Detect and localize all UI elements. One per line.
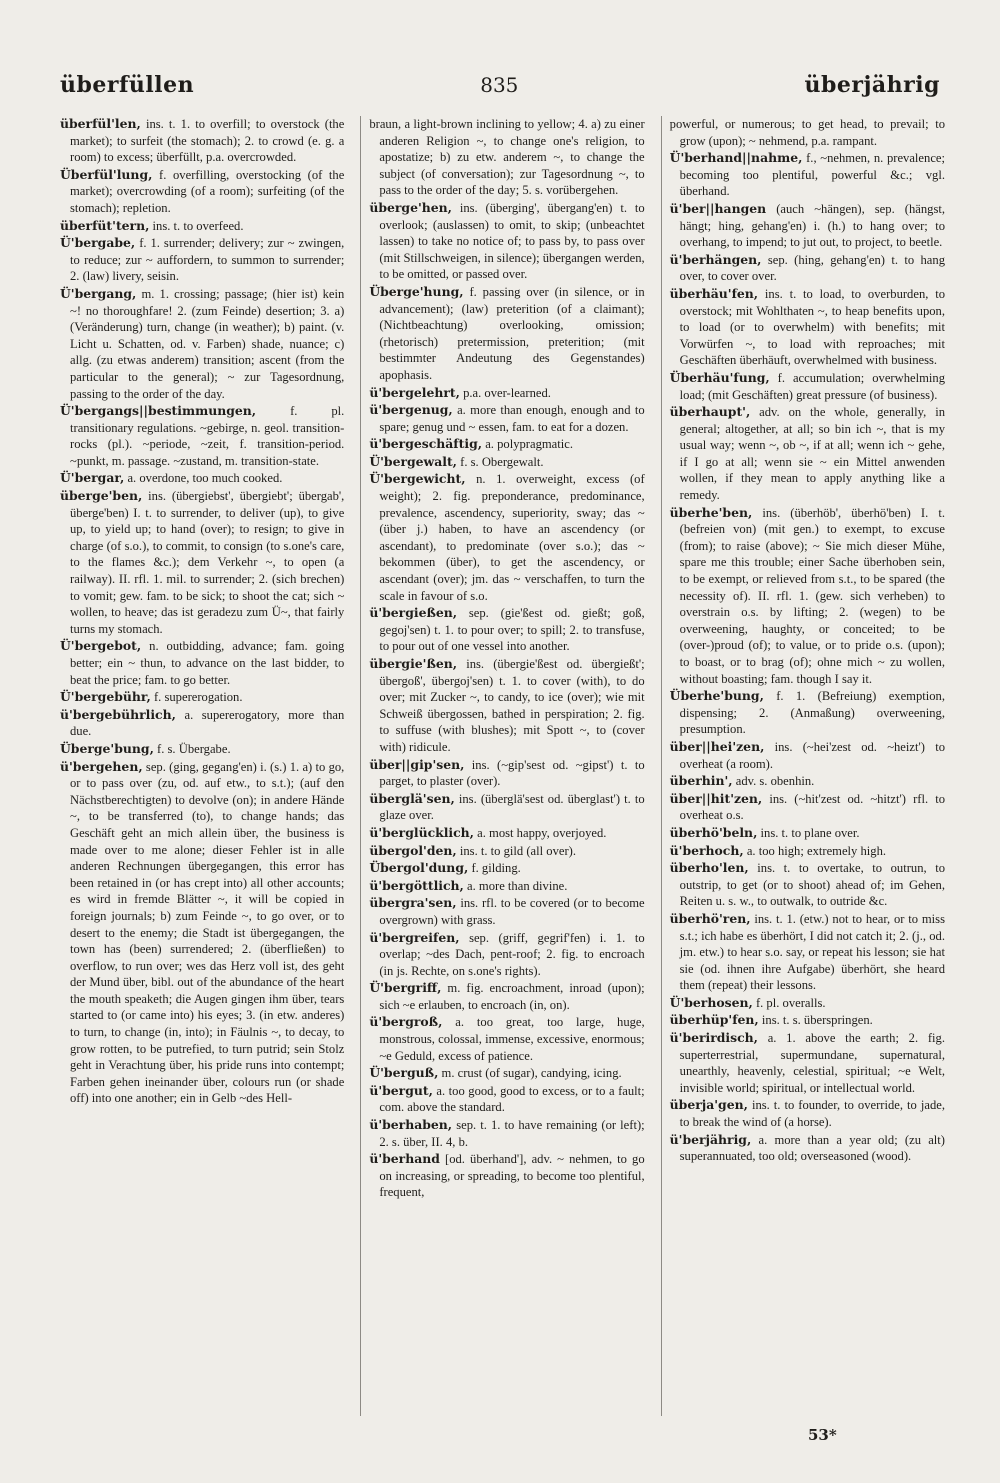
dictionary-entry (369, 1065, 644, 1082)
entry-headword: Überge'bung, (60, 740, 154, 756)
entry-definition: sep. (griff, gegrif'fen) i. 1. to overlap; ~des Dach, pent-roof; 2. fig. to encroach (in js. Rechte, on s.one's rights). (379, 930, 645, 978)
entry-headword: Übergol'dung, (369, 860, 469, 876)
dictionary-entry (60, 707, 344, 740)
dictionary-entry (670, 773, 945, 790)
entry-definition: adv. on the whole, generally, in general; altogether, at all; so bin ich ~, that is my usual way; wenn ~, ob ~, if at all; wenn ich ~ gehe, if I go at all; wenn sie ~ ein Mittel anwenden wollen, if they mean to apply anything like a remedy. (679, 405, 945, 503)
dictionary-entry (670, 911, 945, 994)
entry-headword: übergra'sen, (369, 895, 457, 911)
entry-headword: überge'hen, (369, 199, 452, 215)
entry-definition: f. supererogation. (150, 690, 243, 705)
dictionary-entry (670, 286, 945, 369)
entry-definition: ins. t. 1. (etw.) not to hear, or to miss s.t.; ich habe es überhört, I did not catch it; 2. (j., od. jm. etw.) to hear s.o. say, or repeat his lesson; sie hat sie (od. ihnen ihre Aufgabe) überhört, she heard them (repeat) their lessons. (679, 911, 945, 993)
entry-definition: m. crust (of sugar), candying, icing. (438, 1066, 622, 1081)
entry-headword: übergie'ßen, (369, 656, 458, 671)
dictionary-entry (670, 252, 945, 285)
dictionary-entry (670, 404, 945, 504)
entry-headword: überfüt'tern, (60, 217, 150, 233)
entry-headword: ü'berirdisch, (669, 1030, 758, 1046)
dictionary-entry (369, 791, 644, 824)
entry-headword: ü'bergehen, (60, 758, 143, 774)
dictionary-entry (369, 471, 644, 604)
entry-headword: überhaupt', (669, 404, 751, 420)
entry-headword: ü'bergelehrt, (369, 384, 460, 400)
entry-headword: ü'berhaben, (369, 1117, 453, 1133)
entry-headword: ü'bergöttlich, (369, 877, 464, 893)
dictionary-entry (670, 1097, 945, 1130)
entry-definition: a. polypragmatic. (482, 437, 573, 452)
entry-headword: über||hit'zen, (669, 790, 763, 806)
dictionary-entry (670, 1030, 945, 1096)
entry-definition: braun, a light-brown inclining to yellow; 4. a) zu einer anderen Religion ~, to change one's religion, to apostatize; b) zu etw. anderem ~, to change the subject (of conversation); zur Tagesordnung ~, to pass to the order of the day; 5. s. vorübergehen. (369, 117, 645, 198)
entry-definition: f. pl. transitionary regulations. ~gebirge, n. geol. transition-rocks (pl.). ~periode, ~zeit, f. transition-period. ~punkt, m. passage. ~zustand, m. transition-state. (70, 404, 345, 468)
entry-definition: a. supererogatory, more than due. (70, 707, 345, 739)
dictionary-entry (670, 201, 945, 251)
dictionary-entry (369, 436, 644, 453)
dictionary-entry (60, 116, 344, 166)
entry-headword: Ü'bergang, (60, 285, 137, 301)
entry-definition: ins. t. to load, to overburden, to overstock; mit Wohlthaten ~, to heap benefits upon, to load (or to overwhelm) with benefits; mit Vorwürfen ~, to load with reproaches; mit Geschäften überhäuft, overwhelmed with business. (679, 286, 945, 368)
entry-definition: ins. t. to overfeed. (149, 218, 244, 233)
entry-headword: ü'berhand (369, 1151, 440, 1167)
entry-definition: a. too great, too large, huge, monstrous, colossal, immense, excessive, enormous; ~e Geduld, excess of patience. (379, 1015, 645, 1063)
dictionary-entry (60, 235, 344, 285)
dictionary-entry (670, 505, 945, 688)
entry-definition: ins. (übergie'ßest od. übergießt'; übergoß', übergoj'sen) t. 1. to cover (with), to do over; mit Zucker ~, to candy, to ice (over); wie mit Schweiß übergossen, bathed in perspiration; 2. fig. to suffuse (with blushes); mit Spott ~, to (cover with) ridicule. (379, 657, 645, 754)
entry-definition: a. more than divine. (463, 878, 568, 893)
dictionary-entry (369, 980, 644, 1013)
entry-definition: f. 1. surrender; delivery; zur ~ zwingen, to reduce; zur ~ auffordern, to summon to surrender; 2. (law) livery, seisin. (70, 236, 345, 284)
dictionary-entry (670, 860, 945, 910)
entry-headword: überhö'ren, (669, 910, 751, 926)
entry-definition: ins. t. to plane over. (757, 825, 860, 840)
entry-headword: Überfül'lung, (60, 166, 153, 182)
running-head-right: überjährig (804, 72, 940, 98)
entry-definition: a. 1. above the earth; 2. fig. superterrestrial, supermundane, supernatural, unearthly, heavenly, celestial, spiritual; ~e Welt, invisible world; spiritual, or intellectual world. (679, 1031, 945, 1095)
entry-headword: Ü'bergewalt, (369, 453, 457, 469)
entry-definition: f. passing over (in silence, or in advancement); (law) preterition (of a claimant); (Nichtbeachtung) overlooking, omission; (rhetorisch) pretermission, preterition; (mit bestimmter Andeutung des Gegenstandes) apophasis. (379, 284, 645, 382)
dictionary-entry (369, 1083, 644, 1116)
entry-definition: ins. (~hit'zest od. ~hitzt') rfl. to overheat o.s. (679, 791, 945, 823)
dictionary-entry (369, 656, 644, 756)
entry-headword: überho'len, (669, 860, 749, 876)
dictionary-entry (369, 402, 644, 435)
dictionary-entry (60, 759, 344, 1107)
entry-definition: f. s. Übergabe. (153, 741, 231, 756)
entry-definition: a. too high; extremely high. (743, 843, 887, 858)
entry-definition: n. outbidding, advance; fam. going better; ein ~ thun, to advance on the last bidder, to beat the price; fam. to go better. (70, 639, 345, 687)
entry-headword: Überhäu'fung, (669, 369, 770, 385)
dictionary-entry (670, 843, 945, 860)
entry-headword: überhe'ben, (669, 504, 753, 520)
entry-definition: ins. (überhöb', überhö'ben) I. t. (befreien von) (mit gen.) to exempt, to excuse (from); to raise (above); ~ Sie mich dieser Mühe, spare me this trouble; einer Sache überhoben sein, to be exempt, or relieved from s.t., to be spared (the necessity of). II. rfl. 1. (gew. sich verheben) to overstrain o.s. by lifting; 2. (wegen) to be overweening, haughty, or conceited; to be (over-)proud (of); to value, or to pride o.s. (upon); to boast, or to brag (of); ohne mich ~ zu wollen, without boasting; fam. though I say it. (679, 505, 945, 686)
dictionary-entry (670, 739, 945, 772)
entry-definition: f. pl. overalls. (752, 995, 826, 1010)
entry-definition: m. 1. crossing; passage; (hier ist) kein ~! no thoroughfare! 2. (zum Feinde) desertion; 3. a) (Veränderung) turn, change (in weather); b) paint. (v. Licht u. Schatten, od. v. Farben) shade, nuance; c) allg. (zu etwas anderem) transition; ascent (from the particular to the general); ~ zur Tagesordnung, passing to the order of the day. (70, 286, 345, 401)
entry-headword: ü'bergreifen, (369, 929, 460, 945)
text-columns (60, 116, 945, 1416)
entry-headword: ü'berjährig, (669, 1131, 752, 1147)
entry-headword: Ü'berhand||nahme, (669, 150, 803, 166)
column-3 (661, 116, 945, 1416)
dictionary-entry (670, 1012, 945, 1029)
entry-definition: ins. t. s. überspringen. (758, 1013, 873, 1028)
dictionary-entry (670, 116, 945, 149)
page-header (60, 68, 940, 102)
entry-definition: n. 1. overweight, excess (of weight); 2. fig. preponderance, predominance, prevalence, ascendency, superiority, sway; das ~ (über j.) haben, to have an ascendency (or ascendant), to predominate (over s.o.); das ~ bekommen (über), to get the ascendency, or ascendant (over); jm. das ~ verschaffen, to turn the scale in favour of s.o. (379, 472, 645, 603)
dictionary-entry (60, 488, 344, 637)
entry-headword: überhüp'fen, (669, 1012, 759, 1028)
entry-definition: ins. rfl. to be covered (or to become overgrown) with grass. (379, 896, 645, 927)
dictionary-entry (670, 370, 945, 403)
entry-definition: p.a. over-learned. (459, 385, 551, 400)
dictionary-entry (670, 825, 945, 842)
entry-definition: f. s. Obergewalt. (457, 454, 544, 469)
entry-headword: Ü'bergebühr, (60, 689, 151, 705)
dictionary-entry (369, 1151, 644, 1201)
entry-definition: m. fig. encroachment, inroad (upon); sich ~e erlauben, to encroach (in, on). (379, 981, 645, 1012)
entry-definition: ins. (überglä'sest od. überglast') t. to glaze over. (379, 791, 645, 823)
entry-definition: ins. (übergiebst', übergiebt'; übergab', überge'ben) I. t. to surrender, to deliver (up), to give up, to yield up; to hand (over); to resign; to give in charge (of s.o.), to commit, to consign (to s.one's care, to the flames &c.); dem Verkehr ~, to open (a railway). II. rfl. 1. mil. to surrender; 2. (sich brechen) to vomit; gew. fam. to be sick; to shoot the cat; sich ~ wollen, to heave; das ist geradezu zum Ü~, that fairly turns my stomach. (70, 489, 345, 636)
dictionary-entry (369, 878, 644, 895)
entry-headword: über||hei'zen, (669, 738, 765, 754)
dictionary-entry (670, 1132, 945, 1165)
page-number: 835 (480, 73, 519, 97)
dictionary-entry (670, 688, 945, 738)
entry-headword: Ü'bergewicht, (369, 471, 466, 487)
dictionary-entry (369, 843, 644, 860)
entry-headword: ü'berhängen, (669, 251, 762, 267)
entry-definition: sep. (ging, gegang'en) i. (s.) 1. a) to go, or to pass over (zu, od. auf etw., to s.t.); (auf den Nächstberechtigten) to devolve (on); in andere Hände ~, to be transferred (to), to change hands; das Geschäft geht an mich allein über, the business is made over to me alone; dieser Fehler ist in alle anderen Rechnungen übergegangen, this error has been retained in (or has crept into) all other accounts; es wird in fremde Blätter ~, it will be copied in foreign journals; b) zum Feinde ~, to go over, or to desert to the enemy; die Stadt ist übergegangen, the town has (been) surrendered; 2. (überfließen) to overflow, to run over; wes das Herz voll ist, des geht der Mund über, bibl. out of the abundance of the heart the mouth speaketh; die Augen gingen ihm über, tears started to (or came into) his eyes; 3. (in etw. anderes) to turn, to change (in, into); in Fäulnis ~, to decay, to grow rotten, to be putrefied, to turn putrid; sein Stolz geht in Verachtung über, his pride runs into contempt; Farben gehen ineinander über, colours run (or shade off) into one another; ein in Gelb ~des Hell- (70, 759, 345, 1106)
entry-definition: adv. s. obenhin. (732, 774, 815, 789)
entry-definition: [od. überhand'], adv. ~ nehmen, to go on increasing, or spreading, to become too plentiful, frequent, (379, 1152, 645, 1200)
entry-headword: ü'bergut, (369, 1082, 433, 1098)
entry-headword: Überge'hung, (369, 283, 464, 299)
entry-definition: sep. (gie'ßest od. gießt; goß, gegoj'sen) t. 1. to pour over; to spill; 2. to transfuse, to pour out of one vessel into another. (379, 606, 645, 654)
running-head-left: überfüllen (60, 72, 195, 98)
entry-headword: ü'berhoch, (669, 842, 744, 858)
entry-definition: powerful, or numerous; to get head, to prevail; to grow (upon); ~ nehmend, p.a. rampant. (669, 117, 945, 148)
entry-definition: ins. t. to gild (all over). (456, 843, 576, 858)
dictionary-entry (369, 116, 644, 199)
dictionary-entry (60, 638, 344, 688)
signature-mark: 53* (808, 1426, 837, 1444)
dictionary-entry (369, 825, 644, 842)
dictionary-entry (60, 470, 344, 487)
entry-headword: ü'ber||hangen (669, 200, 767, 216)
entry-headword: ü'bergeschäftig, (369, 436, 483, 452)
entry-definition: sep. t. 1. to have remaining (or left); 2. s. über, II. 4, b. (379, 1118, 645, 1149)
dictionary-entry (369, 605, 644, 655)
entry-headword: Ü'bergabe, (60, 235, 136, 251)
entry-headword: ü'bergenug, (369, 402, 453, 418)
entry-headword: Ü'berhosen, (669, 994, 753, 1010)
dictionary-entry (369, 757, 644, 790)
entry-headword: überja'gen, (669, 1097, 748, 1113)
entry-definition: f. gilding. (468, 861, 521, 876)
dictionary-entry (369, 454, 644, 471)
dictionary-entry (60, 689, 344, 706)
entry-definition: a. more than enough, enough and to spare; genug und ~ essen, fam. to eat for a dozen. (379, 403, 645, 434)
entry-definition: ins. t. to founder, to override, to jade, to break the wind of (a horse). (679, 1098, 945, 1130)
entry-definition: a. overdone, too much cooked. (124, 471, 283, 486)
entry-definition: f., ~nehmen, n. prevalence; becoming too plentiful, powerful &c.; vgl. überhand. (679, 151, 945, 199)
dictionary-entry (369, 860, 644, 877)
dictionary-entry (670, 791, 945, 824)
entry-headword: ü'bergroß, (369, 1014, 443, 1030)
entry-headword: ü'berglücklich, (369, 824, 474, 840)
dictionary-entry (670, 995, 945, 1012)
entry-definition: (auch ~hängen), sep. (hängst, hängt; hing, gehang'en) i. (h.) to hang over; to overhang, to impend; to jut out, to project, to beetle. (679, 201, 945, 250)
entry-headword: überhäu'fen, (669, 285, 759, 301)
entry-definition: f. 1. (Befreiung) exemption, dispensing; 2. (Anmaßung) overweening, presumption. (679, 689, 945, 737)
entry-headword: übergol'den, (369, 842, 457, 858)
entry-headword: ü'bergießen, (369, 605, 458, 621)
dictionary-entry (60, 741, 344, 758)
entry-headword: überhö'beln, (669, 824, 758, 840)
entry-definition: sep. (hing, gehang'en) t. to hang over, to cover over. (679, 252, 945, 284)
entry-headword: Ü'bergangs||bestimmungen, (60, 403, 257, 419)
entry-definition: f. accumulation; overwhelming load; (mit Geschäften) great pressure (of business). (679, 370, 945, 402)
entry-definition: ins. (~gip'sest od. ~gipst') t. to parget, to plaster (over). (379, 757, 645, 789)
entry-definition: ins. (überging', übergang'en) t. to overlook; (auslassen) to omit, to skip; (unbeachtet lassen) to take no notice of; to pass by, to pass over (mit Stillschweigen, in silence); übergangen werden, to be omitted, or passed over. (379, 200, 645, 282)
entry-headword: über||gip'sen, (369, 756, 465, 772)
entry-headword: Ü'bergebot, (60, 638, 142, 654)
dictionary-entry (369, 284, 644, 384)
entry-headword: überhin', (669, 773, 733, 789)
entry-definition: a. too good, good to excess, or to a fault; com. above the standard. (379, 1083, 645, 1115)
dictionary-entry (369, 385, 644, 402)
dictionary-entry (369, 895, 644, 928)
dictionary-entry (60, 286, 344, 402)
dictionary-entry (60, 403, 344, 469)
entry-definition: ins. t. to overtake, to outrun, to outstrip, to get (or to shoot) ahead of; im Gehen, Reiten u. s. w., to outwalk, to outride &c. (679, 861, 945, 909)
dictionary-entry (369, 1117, 644, 1150)
column-1 (60, 116, 344, 1416)
dictionary-entry (60, 218, 344, 235)
entry-headword: überge'ben, (60, 488, 143, 504)
entry-headword: Ü'berguß, (369, 1065, 439, 1081)
entry-headword: Ü'bergriff, (369, 980, 442, 996)
dictionary-entry (369, 200, 644, 283)
entry-headword: Überhe'bung, (669, 688, 764, 704)
dictionary-entry (369, 1014, 644, 1064)
entry-definition: a. most happy, overjoyed. (474, 825, 607, 840)
entry-definition: f. overfilling, overstocking (of the market); overcrowding (of a room); surfeiting (of the stomach); repletion. (70, 167, 345, 215)
dictionary-entry (369, 930, 644, 980)
entry-headword: Ü'bergar, (60, 470, 125, 486)
dictionary-entry (60, 167, 344, 217)
entry-definition: ins. t. 1. to overfill; to overstock (the market); to surfeit (the stomach); 2. to crowd (e. g. a room) to excess; überfüllt, p.a. overcrowded. (70, 117, 345, 165)
entry-headword: überfül'len, (60, 116, 141, 131)
entry-definition: ins. (~hei'zest od. ~heizt') to overheat (a room). (679, 739, 945, 771)
entry-headword: überglä'sen, (369, 790, 455, 806)
entry-definition: a. more than a year old; (zu alt) superannuated, too old; overseasoned (wood). (679, 1132, 945, 1164)
entry-headword: ü'bergebührlich, (60, 706, 176, 722)
dictionary-entry (670, 150, 945, 200)
column-2 (360, 116, 644, 1416)
